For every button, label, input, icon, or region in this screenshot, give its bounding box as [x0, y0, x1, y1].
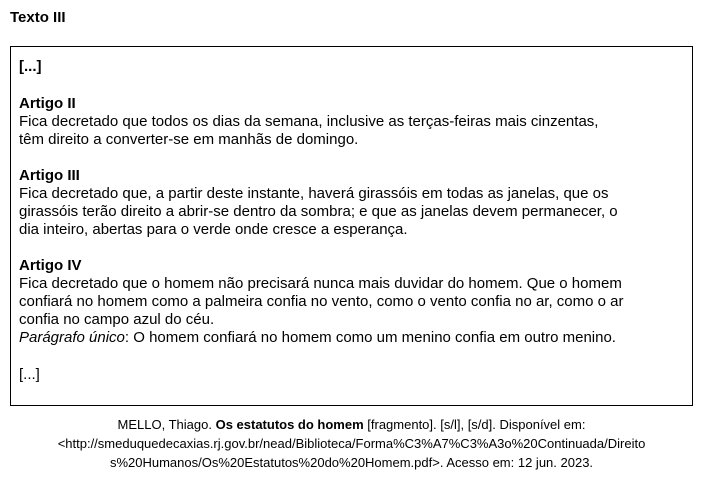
- citation-line-1: [10, 415, 693, 434]
- article-line: têm direito a converter-se em manhãs de domingo.: [19, 131, 359, 148]
- ellipsis-bottom: [...]: [19, 366, 40, 383]
- citation-url-line-1: <http://smeduquedecaxias.rj.gov.br/nead/Biblioteca/Forma%C3%A7%C3%A3o%20Continuada/Direito: [57, 436, 646, 451]
- citation-details: [fragmento]. [s/l], [s/d]. Disponível em:: [363, 417, 586, 432]
- article-title: Artigo II: [19, 95, 76, 112]
- article-ii: [19, 95, 684, 149]
- article-line: Fica decretado que, a partir deste instante, haverá girassóis em todas as janelas, que os: [19, 185, 609, 202]
- paragraph-label: Parágrafo único: [19, 329, 125, 346]
- citation-title: Os estatutos do homem: [215, 417, 364, 432]
- citation-url-line-2: s%20Humanos/Os%20Estatutos%20do%20Homem.pdf>. Acesso em: 12 jun. 2023.: [109, 455, 594, 470]
- article-line: girassóis terão direito a abrir-se dentro da sombra; e que as janelas devem permanecer, o: [19, 203, 618, 220]
- article-line: Fica decretado que o homem não precisará nunca mais duvidar do homem. Que o homem: [19, 275, 622, 292]
- article-iv: [19, 257, 684, 347]
- article-title: Artigo III: [19, 167, 80, 184]
- article-iii: [19, 167, 684, 239]
- article-line: Fica decretado que todos os dias da semana, inclusive as terças-feiras mais cinzentas,: [19, 113, 599, 130]
- article-line: confia no campo azul do céu.: [19, 311, 215, 328]
- citation-author: MELLO, Thiago.: [117, 417, 216, 432]
- paragraph-text: : O homem confiará no homem como um menino confia em outro menino.: [124, 329, 616, 346]
- paragraph-unico: [19, 329, 684, 347]
- section-heading: Texto III: [10, 9, 66, 26]
- article-line: confiará no homem como a palmeira confia no vento, como o vento confia no ar, como o ar: [19, 293, 624, 310]
- article-line: dia inteiro, abertas para o verde onde cresce a esperança.: [19, 221, 408, 238]
- article-title: Artigo IV: [19, 257, 82, 274]
- poem-excerpt-box: [10, 46, 693, 406]
- ellipsis-top: [...]: [19, 58, 42, 75]
- source-citation: [10, 415, 693, 472]
